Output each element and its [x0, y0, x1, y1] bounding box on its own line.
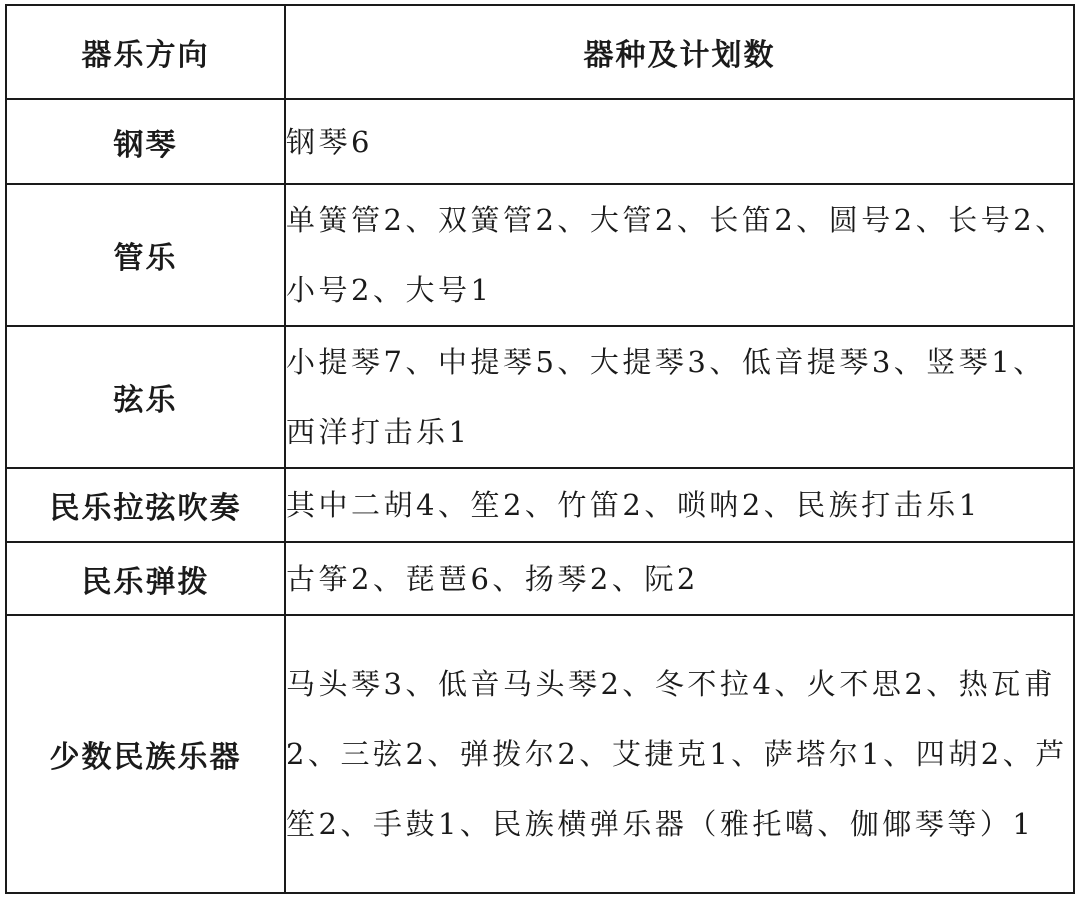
table-row [6, 468, 1074, 542]
direction-cell: 弦乐 [6, 326, 285, 468]
table-header-row [6, 5, 1074, 99]
direction-cell: 少数民族乐器 [6, 615, 285, 893]
instruments-cell: 其中二胡4、笙2、竹笛2、唢呐2、民族打击乐1 [285, 468, 1074, 542]
direction-cell: 钢琴 [6, 99, 285, 184]
instruments-cell: 单簧管2、双簧管2、大管2、长笛2、圆号2、长号2、小号2、大号1 [285, 184, 1074, 326]
table-row [6, 99, 1074, 184]
direction-cell: 管乐 [6, 184, 285, 326]
table-row [6, 184, 1074, 326]
instrument-plan-table [5, 4, 1075, 894]
instruments-cell: 马头琴3、低音马头琴2、冬不拉4、火不思2、热瓦甫2、三弦2、弹拨尔2、艾捷克1、萨塔尔1、四胡2、芦笙2、手鼓1、民族横弹乐器（雅托噶、伽倻琴等）1 [285, 615, 1074, 893]
table-row [6, 615, 1074, 893]
instruments-cell: 古筝2、琵琶6、扬琴2、阮2 [285, 542, 1074, 615]
instruments-cell: 小提琴7、中提琴5、大提琴3、低音提琴3、竖琴1、西洋打击乐1 [285, 326, 1074, 468]
direction-cell: 民乐弹拨 [6, 542, 285, 615]
instruments-cell: 钢琴6 [285, 99, 1074, 184]
header-direction: 器乐方向 [6, 5, 285, 99]
direction-cell: 民乐拉弦吹奏 [6, 468, 285, 542]
table-row [6, 542, 1074, 615]
table-row [6, 326, 1074, 468]
header-instruments: 器种及计划数 [285, 5, 1074, 99]
